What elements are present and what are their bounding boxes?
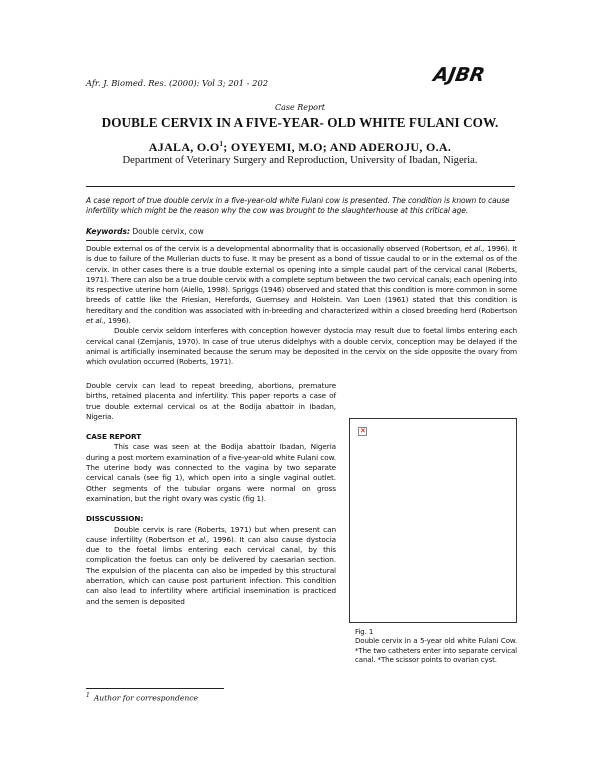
case-report-text: This case was seen at the Bodija abattoir Ibadan, Nigeria during a post mortem examination of a five-year-old white Fulani cow. The uterine body was connected to the vagina by two separate cervical canals (see fig 1), which open into a single vaginal outlet. Other segments of the tubular organs were normal on gross examination, but the right ovary was cystic (fig 1). <box>86 442 336 503</box>
figure-caption <box>355 628 517 665</box>
introduction <box>86 244 517 368</box>
figure-label: Fig. 1 <box>355 628 374 636</box>
journal-logo <box>430 62 494 86</box>
discussion-heading: DISSCUSSION: <box>86 514 144 524</box>
case-report-heading: CASE REPORT <box>86 432 142 442</box>
keywords: Keywords: Double cervix, cow <box>86 227 204 236</box>
broken-image-icon: ✕ <box>360 427 366 435</box>
intro-paragraph-1: Double external os of the cervix is a developmental abnormality that is occasionally observed (Robertson, et al., 1996). It is due to failure of the Mullerian ducts to fuse. It may be present as a bond of tissue caudal to or in the external os of the cervix. In other cases there is a true double external os opening into a simple caudal part of the cervical canal (Roberts, 1971). There can also be a true double cervix with a complete septum between the two cervical canals; each opening into its respective uterine horn (Aiello, 1998). Spriggs (1946) observed and stated that this condition is more common in some breeds of cattle like the Friesian, Herefords, Guernsey and Holstein. Van Loen (1961) stated that this condition is hereditary and the condition was associated with in-breeding and characterized within a closed breeding herd (Robertson et al., 1996). <box>86 244 517 326</box>
figure-frame <box>349 418 517 623</box>
intro-paragraph-2: Double cervix seldom interferes with conception however dystocia may result due to foetal limbs entering each cervical canal (Zemjanis, 1970). In case of true uterus didelphys with a double cervix, conception may be delayed if the animal is artificially inseminated because the serum may be deposited in the cervix on the side opposite the ovary from which ovulation occurred (Roberts, 1971). <box>86 326 517 367</box>
intro-paragraph-2-cont: Double cervix can lead to repeat breeding, abortions, premature births, retained placenta and infertility. This paper reports a case of true double external cervical os at the Bodija abattoir in Ibadan, Nigeria. <box>86 381 336 421</box>
figure-caption-text: Double cervix in a 5-year old white Fulani Cow. *The two catheters enter into separate cervical canal. *The scissor points to ovarian cyst. <box>355 637 517 664</box>
article-type: Case Report <box>274 103 325 112</box>
discussion-text: Double cervix is rare (Roberts, 1971) but when present can cause infertility (Robertson et al., 1996). It can also cause dystocia due to the foetal limbs entering each cervical canal, by this complication the foetus can only be delivered by caesarian section. The expulsion of the placenta can also be impeded by this structural aberration, which can cause post parturient infection. This condition can also lead to infertility where artificial insemination is practiced and the semen is deposited <box>86 524 337 606</box>
footnote: $^1$ Author for correspondence <box>86 692 198 703</box>
author-affiliation: Department of Veterinary Surgery and Reproduction, University of Ibadan, Nigeria. <box>122 155 478 166</box>
author-list: AJALA, $O.O^1$; OYEYEMI, M.O; AND ADEROJU, O.A. <box>148 140 452 154</box>
divider-top <box>86 186 515 187</box>
journal-citation: Afr. J. Biomed. Res. (2000): Vol 3; 201 - 202 <box>86 78 268 88</box>
abstract: A case report of true double cervix in a five-year-old white Fulani cow is presented. The condition is known to cause infertility which might be the reason why the cow was brought to the slaughterhouse at this critical age. <box>86 196 510 216</box>
divider-keywords <box>86 240 515 241</box>
left-column <box>86 381 336 607</box>
paper-title: DOUBLE CERVIX IN A FIVE-YEAR- OLD WHITE FULANI COW. <box>101 115 499 130</box>
svg-text:AJBR: AJBR <box>431 63 487 86</box>
footnote-divider <box>86 688 224 689</box>
